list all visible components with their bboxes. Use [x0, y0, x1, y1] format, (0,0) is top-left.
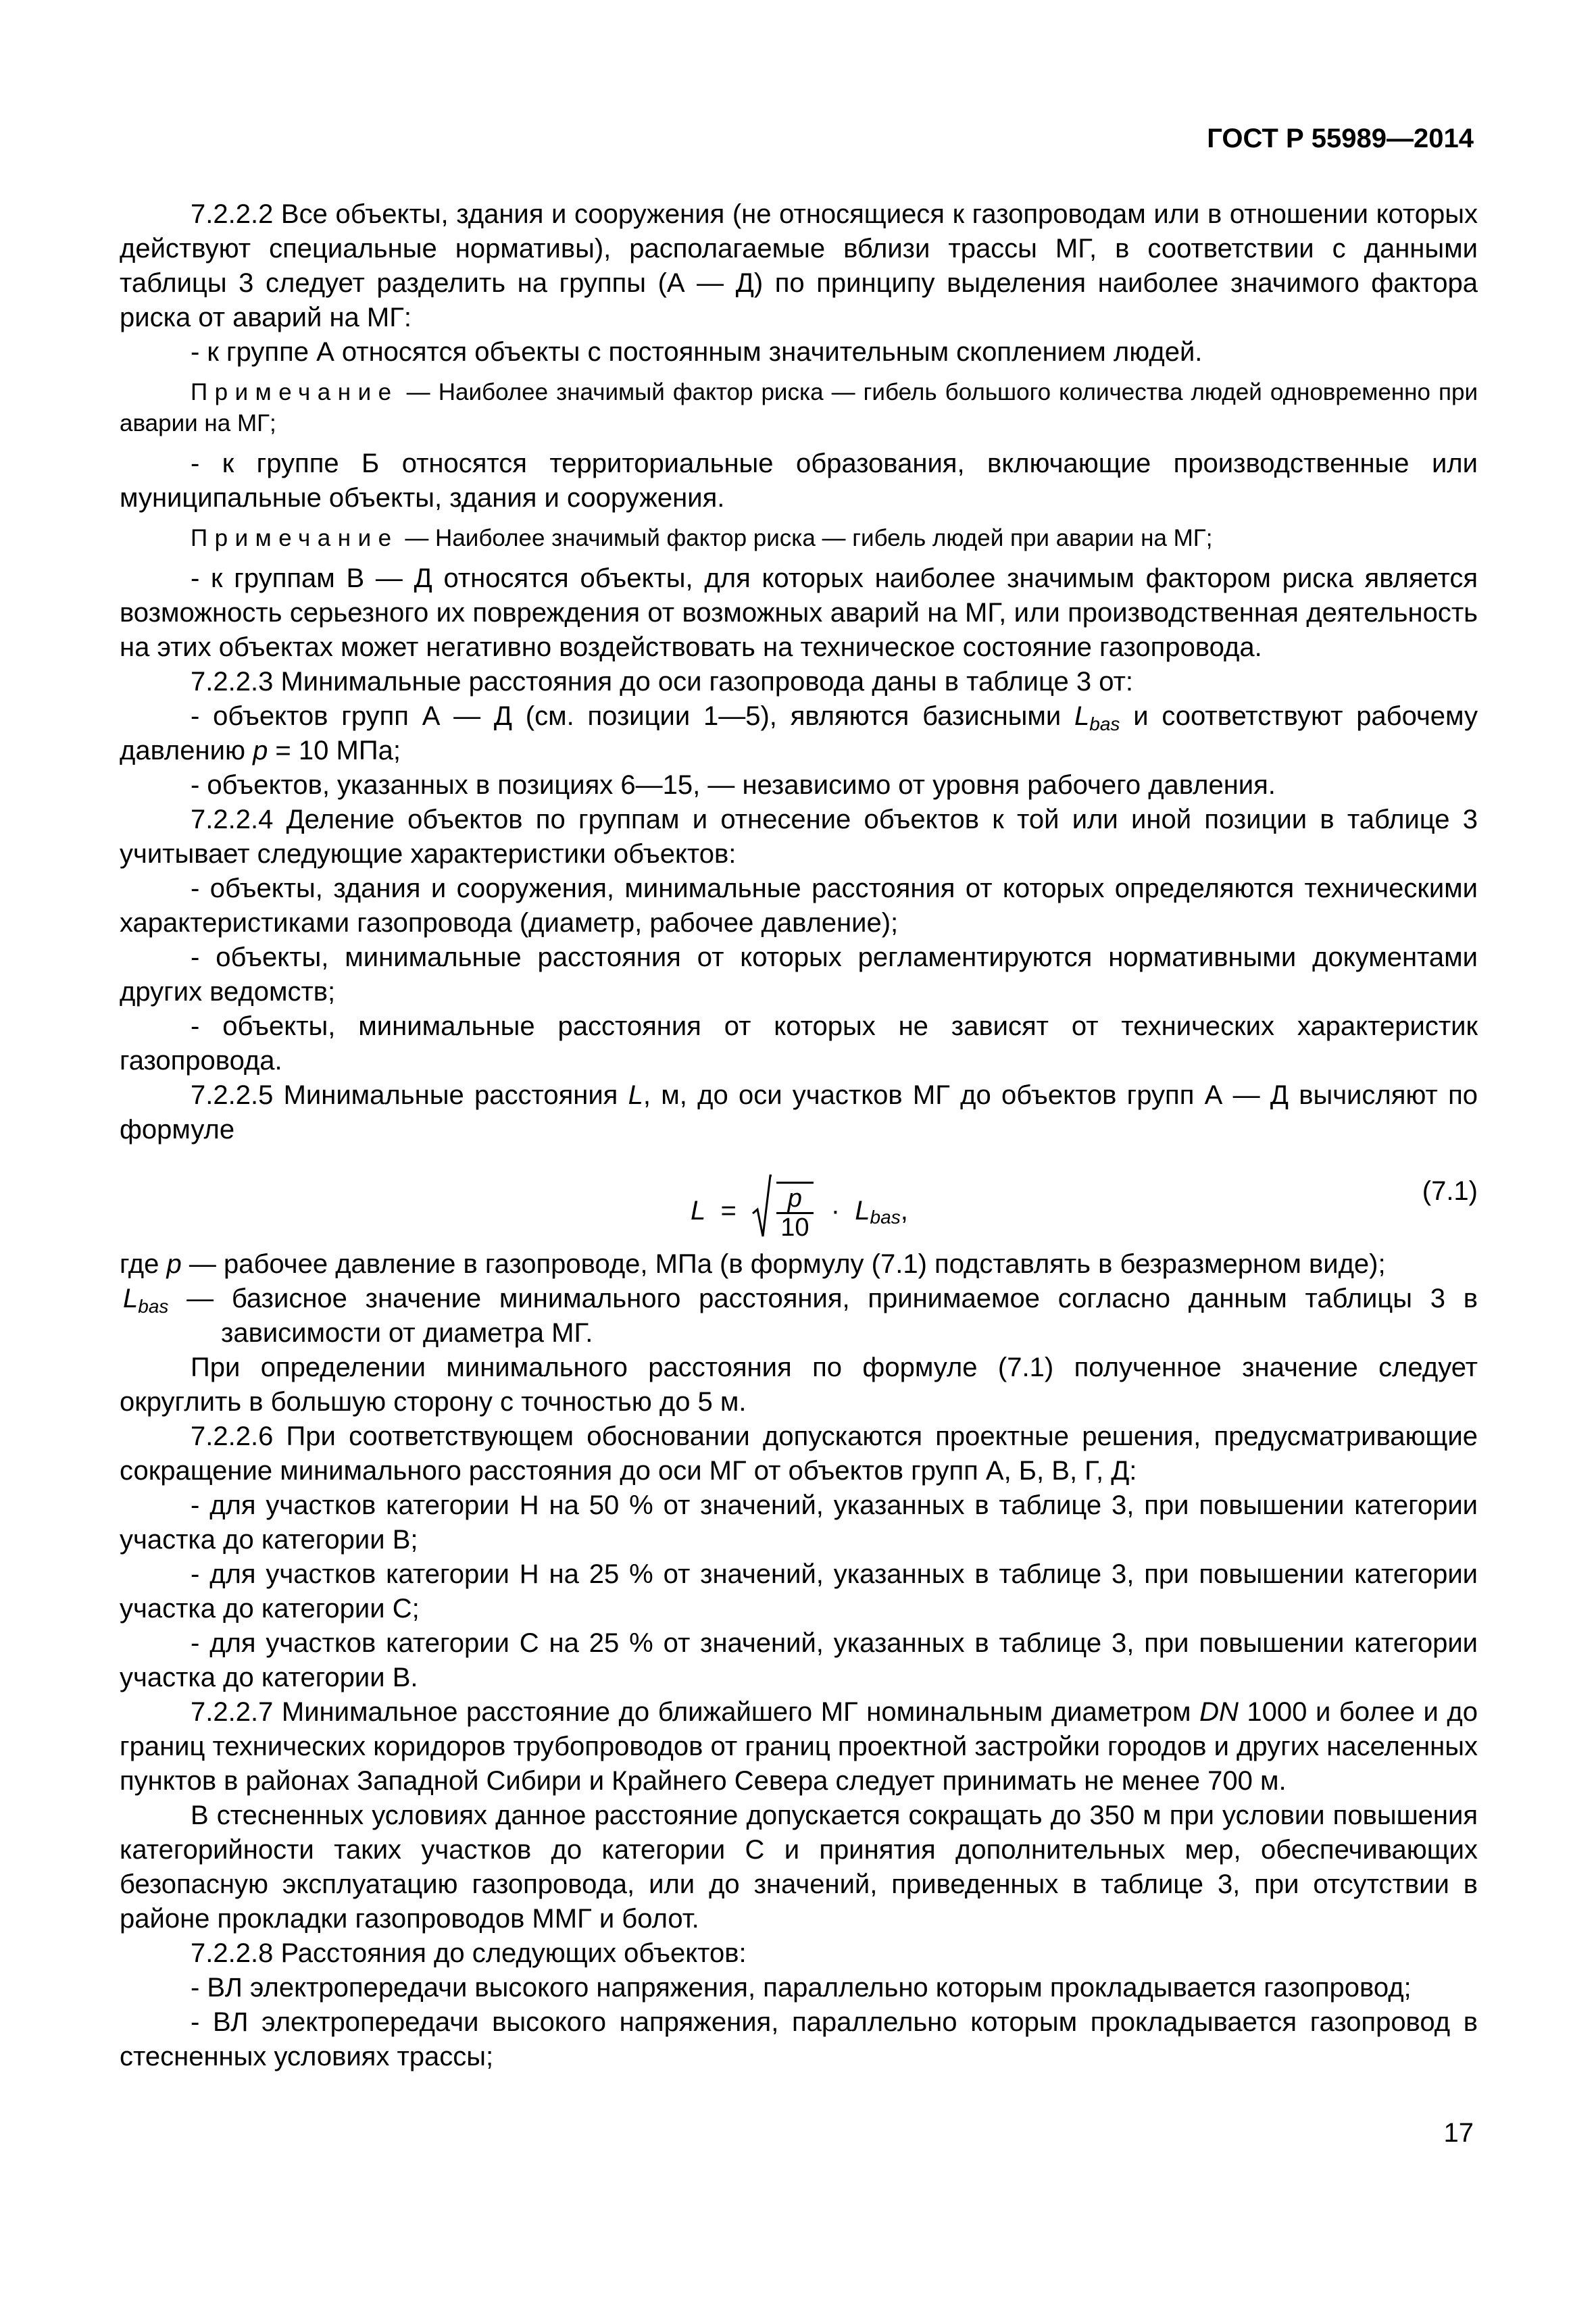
paragraph: - ВЛ электропередачи высокого напряжения, параллельно которым прокладывается газопровод;: [191, 1973, 1412, 2003]
note-label: Примечание: [191, 525, 399, 551]
sqrt-sign: [751, 1174, 772, 1248]
paragraph: 7.2.2.2 Все объекты, здания и сооружения (не относящиеся к газопроводам или в отношении которых действуют специальные нормативы), располагаемые вблизи трассы МГ, в соответствии с данными таблицы 3 следует разделить на группы (А — Д) по принципу выделения наиболее значимого фактора риска от аварий на МГ:: [120, 199, 1478, 332]
paragraph: - объекты, минимальные расстояния от которых регламентируются нормативными документами других ведомств;: [120, 942, 1478, 1007]
formula-number: (7.1): [1422, 1176, 1478, 1206]
formula-lhs: L: [691, 1196, 706, 1226]
definition: где p — рабочее давление в газопроводе, МПа (в формулу (7.1) подставлять в безразмерном виде);: [120, 1249, 1386, 1279]
paragraph: В стесненных условиях данное расстояние допускается сокращать до 350 м при условии повышения категорийности таких участков до категории С и принятия дополнительных мер, обеспечивающих безопасную эксплуатацию газопровода, или до значений, приведенных в таблице 3, при отсутствии в районе прокладки газопроводов ММГ и болот.: [120, 1801, 1478, 1934]
fraction: [776, 1182, 813, 1241]
formula-L: L: [855, 1196, 870, 1226]
paragraph: - к группам В — Д относятся объекты, для которых наиболее значимым фактором риска является возможность серьезного их повреждения от возможных аварий на МГ, или производственная деятельность на этих объектах может негативно воздействовать на техническое состояние газопровода.: [120, 563, 1478, 662]
paragraph: 7.2.2.5 Минимальные расстояния L, м, до оси участков МГ до объектов групп А — Д вычисляют по формуле: [120, 1080, 1478, 1145]
fraction-numerator: p: [776, 1185, 813, 1214]
note-text: — Наиболее значимый фактор риска — гибель людей при аварии на МГ;: [398, 525, 1213, 551]
formula-expression: L = $\frac{p}{10}$ · $L_{bas}$,: [691, 1174, 908, 1248]
paragraph: 7.2.2.8 Расстояния до следующих объектов:: [191, 1938, 747, 1968]
document-body: [120, 197, 1478, 2074]
page-number: 17: [1443, 2118, 1474, 2148]
paragraph: 7.2.2.4 Деление объектов по группам и отнесение объектов к той или иной позиции в таблице 3 учитывает следующие характеристики объектов:: [120, 805, 1478, 869]
note-text: — Наиболее значимый фактор риска — гибель большого количества людей одновременно при аварии на МГ;: [120, 379, 1478, 436]
fraction-denominator: 10: [780, 1213, 809, 1242]
note-label: Примечание: [191, 379, 399, 405]
note: [120, 523, 1478, 554]
paragraph: 7.2.2.7 Минимальное расстояние до ближайшего МГ номинальным диаметром DN 1000 и более и до границ технических коридоров трубопроводов от границ проектной застройки городов и других населенных пунктов в районах Западной Сибири и Крайнего Севера следует принимать не менее 700 м.: [120, 1697, 1478, 1796]
paragraph: - к группе А относятся объекты с постоянным значительным скоплением людей.: [191, 337, 1203, 367]
paragraph: 7.2.2.6 При соответствующем обосновании допускаются проектные решения, предусматривающие сокращение минимального расстояния до оси МГ от объектов групп А, Б, В, Г, Д:: [120, 1422, 1478, 1486]
paragraph: - для участков категории Н на 50 % от значений, указанных в таблице 3, при повышении категории участка до категории В;: [120, 1490, 1478, 1555]
paragraph: 7.2.2.3 Минимальные расстояния до оси газопровода даны в таблице 3 от:: [191, 667, 1133, 697]
paragraph: - объектов групп А — Д (см. позиции 1—5), являются базисными $L_{bas}$ и соответствуют рабочему давлению p = 10 МПа;: [120, 701, 1478, 765]
document-header: ГОСТ Р 55989—2014: [1207, 124, 1474, 153]
paragraph: При определении минимального расстояния по формуле (7.1) полученное значение следует округлить в большую сторону с точностью до 5 м.: [120, 1353, 1478, 1417]
formula-subscript: bas: [870, 1207, 901, 1228]
paragraph: - объекты, здания и сооружения, минимальные расстояния от которых определяются техническими характеристиками газопровода (диаметр, рабочее давление);: [120, 874, 1478, 938]
paragraph: - к группе Б относятся территориальные образования, включающие производственные или муниципальные объекты, здания и сооружения.: [120, 449, 1478, 513]
paragraph: - ВЛ электропередачи высокого напряжения, параллельно которым прокладывается газопровод в стесненных условиях трассы;: [120, 2007, 1478, 2071]
formula: [120, 1157, 1478, 1240]
paragraph: - объектов, указанных в позициях 6—15, — независимо от уровня рабочего давления.: [191, 770, 1276, 800]
definition: $L_{bas}$ — базисное значение минимального расстояния, принимаемое согласно данным таблицы 3 в зависимости от диаметра МГ.: [123, 1284, 1478, 1348]
paragraph: - для участков категории С на 25 % от значений, указанных в таблице 3, при повышении категории участка до категории В.: [120, 1628, 1478, 1692]
paragraph: - объекты, минимальные расстояния от которых не зависят от технических характеристик газопровода.: [120, 1011, 1478, 1076]
paragraph: - для участков категории Н на 25 % от значений, указанных в таблице 3, при повышении категории участка до категории С;: [120, 1559, 1478, 1624]
note: [120, 377, 1478, 439]
